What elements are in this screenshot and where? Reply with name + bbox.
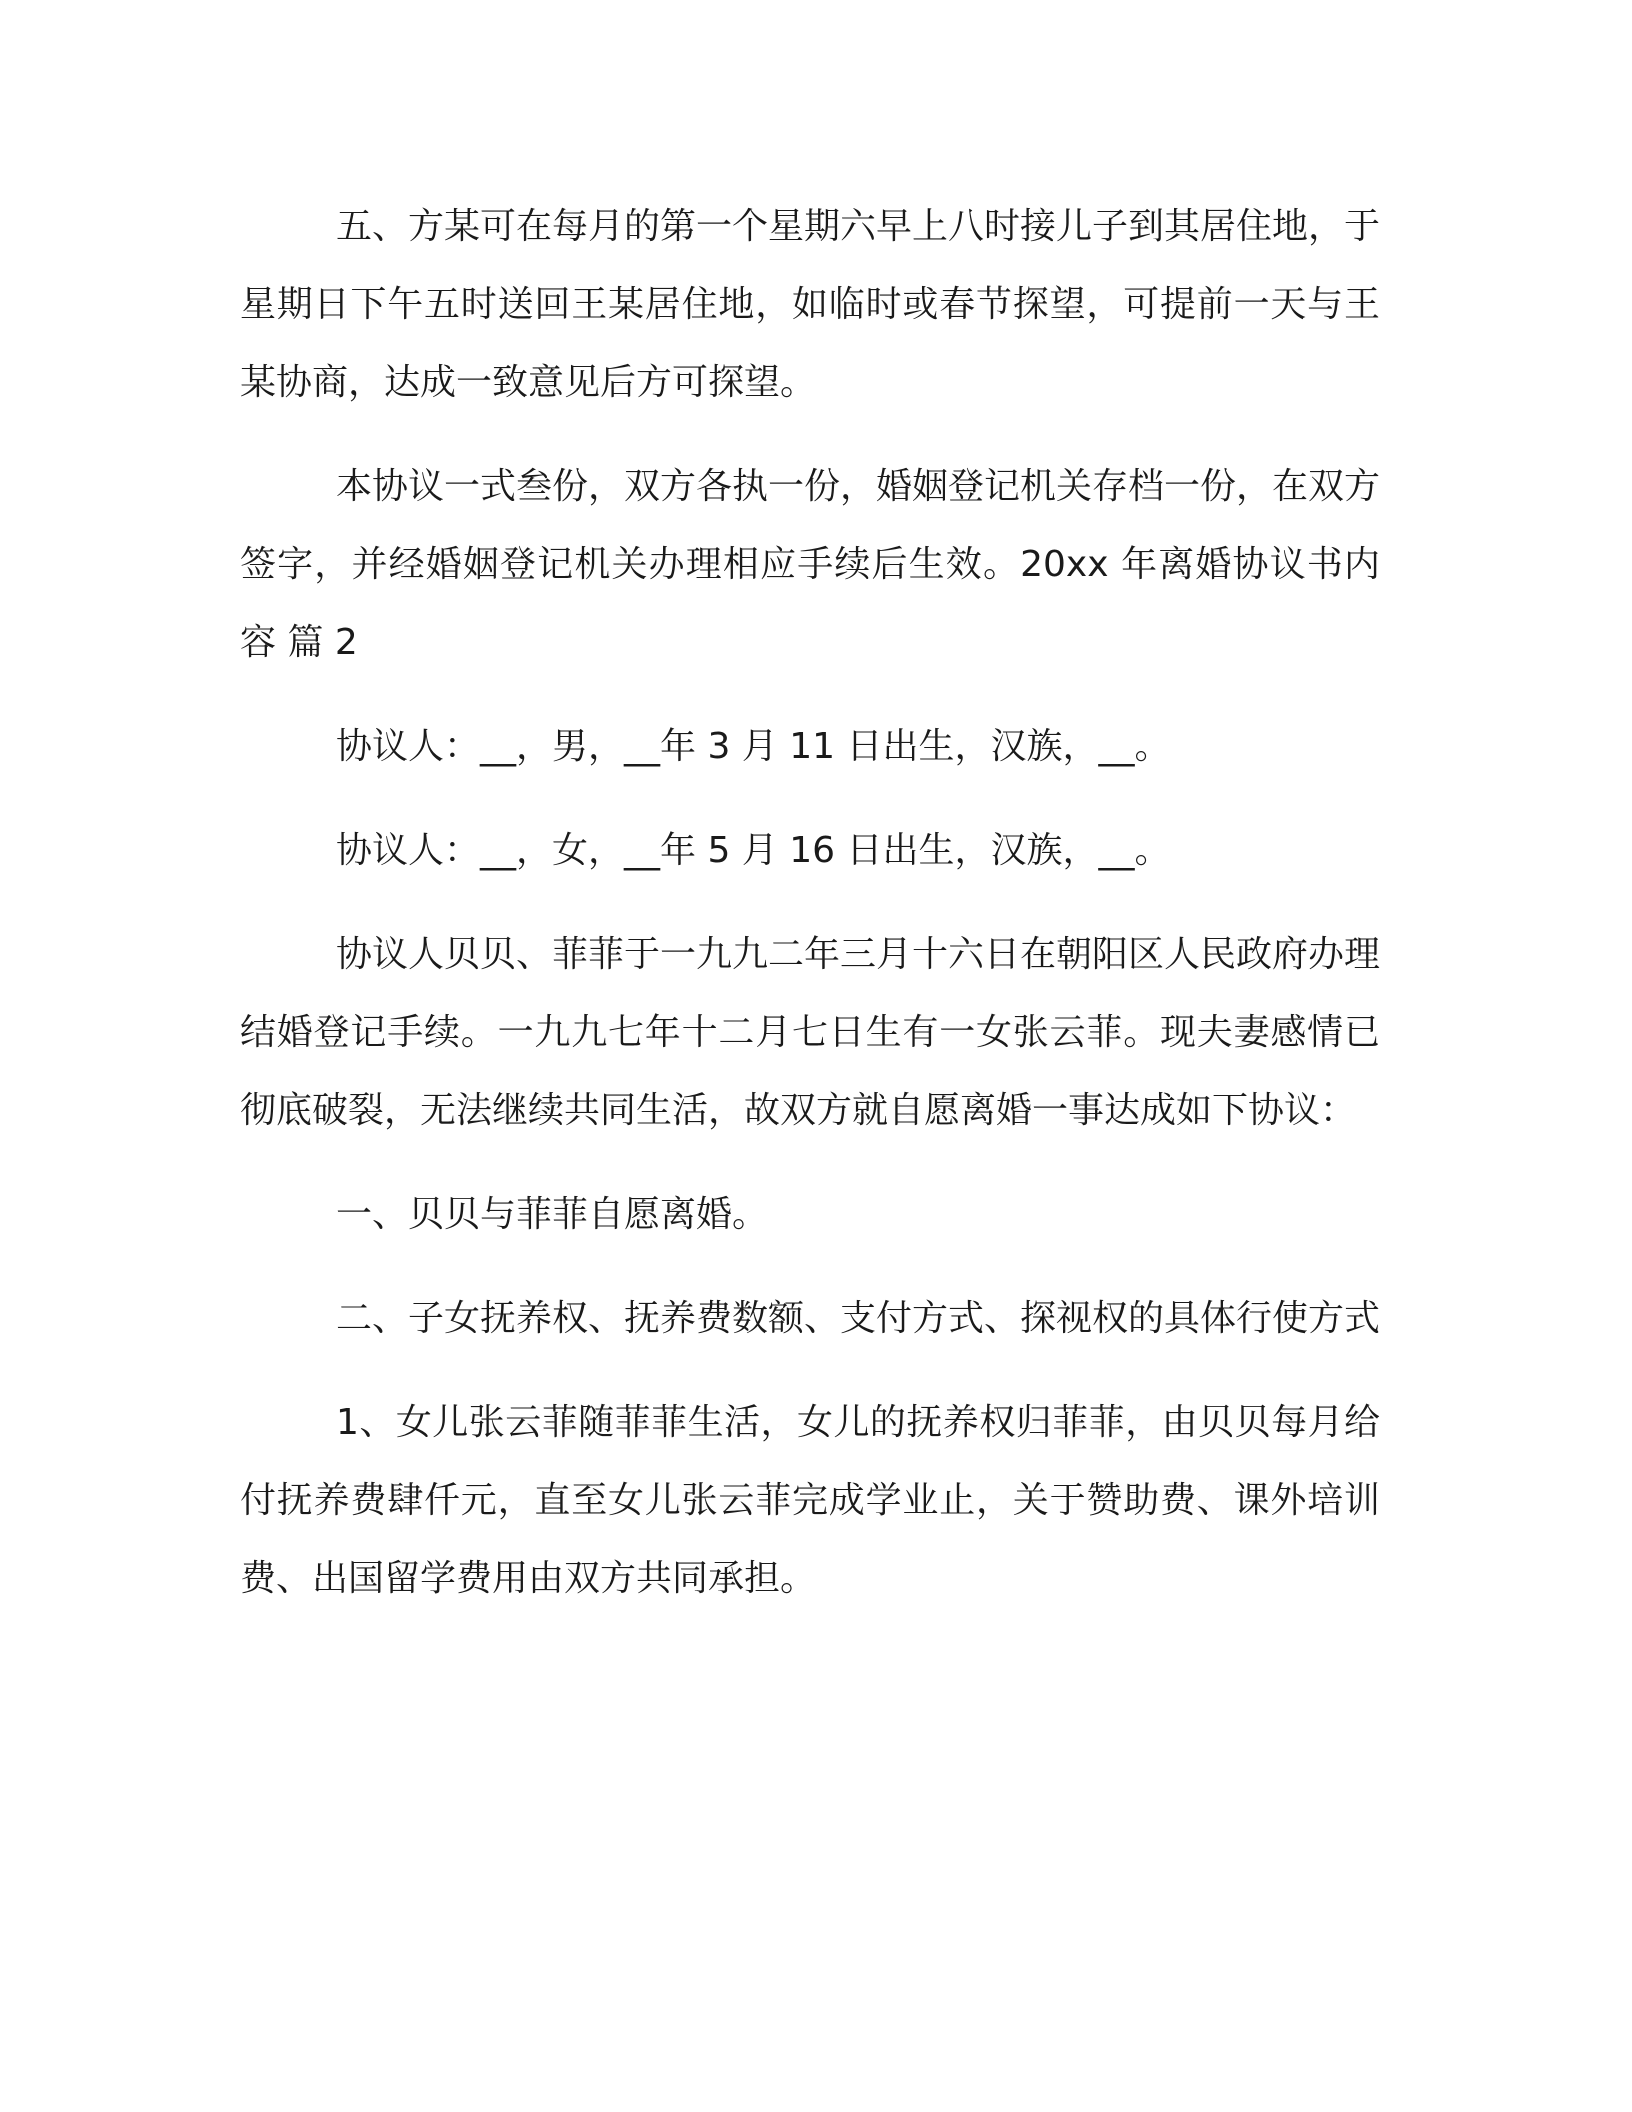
paragraph-clause-1: 一、贝贝与菲菲自愿离婚。 bbox=[336, 1194, 769, 1235]
document-body bbox=[240, 188, 1380, 1644]
paragraph-clause-2-1: 1、女儿张云菲随菲菲生活，女儿的抚养权归菲菲，由贝贝每月给付抚养费肆仟元，直至女儿张云菲完成学业止，关于赞助费、课外培训费、出国留学费用由双方共同承担。 bbox=[240, 1402, 1380, 1599]
paragraph-copies-clause: 本协议一式叁份，双方各执一份，婚姻登记机关存档一份，在双方签字，并经婚姻登记机关办理相应手续后生效。20xx 年离婚协议书内容 篇 2 bbox=[240, 466, 1381, 663]
paragraph-background: 协议人贝贝、菲菲于一九九二年三月十六日在朝阳区人民政府办理结婚登记手续。一九九七年十二月七日生有一女张云菲。现夫妻感情已彻底破裂，无法继续共同生活，故双方就自愿离婚一事达成如下协议： bbox=[240, 934, 1381, 1131]
paragraph-party-male: 协议人：__，男，__年 3 月 11 日出生，汉族，__。 bbox=[336, 726, 1171, 767]
paragraph-clause-2: 二、子女抚养权、抚养费数额、支付方式、探视权的具体行使方式 bbox=[336, 1298, 1381, 1339]
paragraph-party-female: 协议人：__，女，__年 5 月 16 日出生，汉族，__。 bbox=[336, 830, 1171, 871]
paragraph-visitation-clause: 五、方某可在每月的第一个星期六早上八时接儿子到其居住地，于星期日下午五时送回王某居住地，如临时或春节探望，可提前一天与王某协商，达成一致意见后方可探望。 bbox=[240, 206, 1381, 403]
